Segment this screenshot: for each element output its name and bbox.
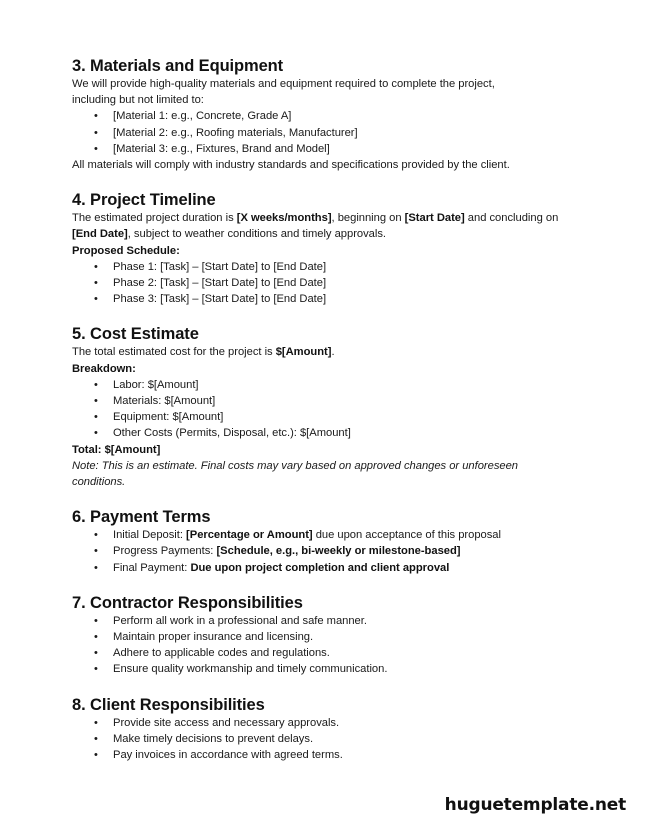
timeline-end-date-placeholder: [End Date]	[72, 228, 128, 241]
section-contractor-responsibilities	[72, 593, 578, 678]
timeline-text-part-1: The estimated project duration is	[72, 212, 237, 225]
client-responsibilities-list	[72, 715, 578, 764]
timeline-text-part-4: , subject to weather conditions and timely approvals.	[127, 228, 387, 241]
cost-total-paragraph	[72, 344, 578, 360]
contractor-responsibilities-list	[72, 613, 578, 678]
payment-term-lead: Progress Payments:	[113, 545, 217, 558]
list-item-label: Pay invoices in accordance with agreed terms.	[113, 749, 343, 762]
list-item	[72, 527, 578, 543]
payment-term-placeholder: Due upon project completion and client approval	[190, 561, 450, 574]
breakdown-subheading	[72, 361, 578, 377]
bullet-icon: •	[94, 529, 98, 542]
section-heading-6: 6. Payment Terms	[72, 508, 211, 527]
list-item	[72, 108, 578, 124]
cost-amount-placeholder: $[Amount]	[275, 346, 332, 359]
payment-terms-list	[72, 527, 578, 576]
list-item-label: Perform all work in a professional and safe manner.	[113, 614, 367, 627]
bullet-icon: •	[94, 647, 98, 660]
list-item-label: Labor: $[Amount]	[113, 378, 199, 391]
list-item-label: Make timely decisions to prevent delays.	[113, 732, 314, 745]
payment-term-placeholder: [Schedule, e.g., bi-weekly or milestone-based]	[216, 545, 461, 558]
cost-text-part-2: .	[331, 346, 335, 359]
list-item	[72, 259, 578, 275]
timeline-duration-placeholder: [X weeks/months]	[236, 212, 332, 225]
list-item	[72, 409, 578, 425]
bullet-icon: •	[94, 716, 98, 729]
cost-note-line-2: conditions.	[72, 476, 126, 489]
section-materials-and-equipment	[72, 56, 578, 173]
list-item-label: [Material 2: e.g., Roofing materials, Manufacturer]	[113, 126, 358, 139]
list-item	[72, 393, 578, 409]
payment-term-lead: Initial Deposit:	[113, 529, 187, 542]
list-item	[72, 747, 578, 763]
list-item	[72, 377, 578, 393]
payment-term-lead: Final Payment:	[113, 561, 191, 574]
list-item-label: Materials: $[Amount]	[113, 395, 216, 408]
list-item-label: Phase 2: [Task] – [Start Date] to [End Date]	[113, 277, 327, 290]
timeline-text-part-2: , beginning on	[331, 212, 405, 225]
list-item	[72, 291, 578, 307]
section-heading-8: 8. Client Responsibilities	[72, 695, 265, 714]
bullet-icon: •	[94, 732, 98, 745]
list-item-label: Ensure quality workmanship and timely communication.	[113, 663, 388, 676]
bullet-icon: •	[94, 277, 98, 290]
list-item	[72, 661, 578, 677]
section-heading-7: 7. Contractor Responsibilities	[72, 593, 303, 612]
list-item-label: [Material 3: e.g., Fixtures, Brand and Model]	[113, 142, 330, 155]
bullet-icon: •	[94, 427, 98, 440]
section-heading-3: 3. Materials and Equipment	[72, 57, 284, 75]
timeline-start-date-placeholder: [Start Date]	[404, 212, 465, 225]
list-item	[72, 125, 578, 141]
materials-closing-line: All materials will comply with industry standards and specifications provided by the client.	[72, 159, 510, 172]
bullet-icon: •	[94, 411, 98, 424]
list-item	[72, 275, 578, 291]
bullet-icon: •	[94, 293, 98, 306]
list-item	[72, 629, 578, 645]
timeline-paragraph	[72, 210, 578, 242]
proposed-schedule-subheading	[72, 243, 578, 259]
proposed-schedule-label: Proposed Schedule:	[72, 244, 180, 257]
site-watermark: huguetemplate.net	[444, 795, 626, 815]
bullet-icon: •	[94, 142, 98, 155]
payment-term-placeholder: [Percentage or Amount]	[186, 529, 313, 542]
list-item-label: Maintain proper insurance and licensing.	[113, 631, 314, 644]
section-project-timeline	[72, 190, 578, 307]
section-payment-terms	[72, 507, 578, 576]
bullet-icon: •	[94, 378, 98, 391]
cost-total-label: Total: $[Amount]	[72, 443, 161, 456]
bullet-icon: •	[94, 126, 98, 139]
list-item	[72, 425, 578, 441]
payment-term-tail: due upon acceptance of this proposal	[312, 529, 501, 542]
bullet-icon: •	[94, 631, 98, 644]
materials-intro-line-1: We will provide high-quality materials and equipment required to complete the project,	[72, 78, 495, 90]
materials-intro-line-2: including but not limited to:	[72, 94, 204, 107]
list-item-label: Adhere to applicable codes and regulations.	[113, 647, 330, 660]
list-item-label: [Material 1: e.g., Concrete, Grade A]	[113, 110, 292, 123]
list-item-label: Equipment: $[Amount]	[113, 411, 224, 424]
cost-text-part-1: The total estimated cost for the project is	[72, 346, 276, 359]
list-item	[72, 613, 578, 629]
list-item	[72, 731, 578, 747]
section-heading-4: 4. Project Timeline	[72, 191, 216, 210]
list-item-label: Phase 1: [Task] – [Start Date] to [End Date]	[113, 260, 327, 273]
bullet-icon: •	[94, 395, 98, 408]
list-item-label: Provide site access and necessary approvals.	[113, 716, 340, 729]
bullet-icon: •	[94, 110, 98, 123]
section-cost-estimate	[72, 324, 578, 490]
list-item	[72, 543, 578, 559]
bullet-icon: •	[94, 545, 98, 558]
list-item	[72, 141, 578, 157]
bullet-icon: •	[94, 561, 98, 574]
bullet-icon: •	[94, 749, 98, 762]
bullet-icon: •	[94, 663, 98, 676]
cost-note-line-1: Note: This is an estimate. Final costs may vary based on approved changes or unforeseen	[72, 459, 518, 472]
cost-breakdown-list	[72, 377, 578, 442]
bullet-icon: •	[94, 614, 98, 627]
section-heading-5: 5. Cost Estimate	[72, 325, 199, 344]
list-item-label: Phase 3: [Task] – [Start Date] to [End Date]	[113, 293, 327, 306]
timeline-text-part-3: and concluding on	[464, 212, 559, 225]
section-client-responsibilities	[72, 695, 578, 764]
bullet-icon: •	[94, 260, 98, 273]
breakdown-label: Breakdown:	[72, 362, 136, 375]
list-item	[72, 560, 578, 576]
list-item	[72, 645, 578, 661]
list-item	[72, 715, 578, 731]
materials-bullet-list	[72, 108, 578, 157]
cost-total-line	[72, 442, 578, 458]
list-item-label: Other Costs (Permits, Disposal, etc.): $[Amount]	[113, 427, 351, 440]
schedule-bullet-list	[72, 259, 578, 308]
